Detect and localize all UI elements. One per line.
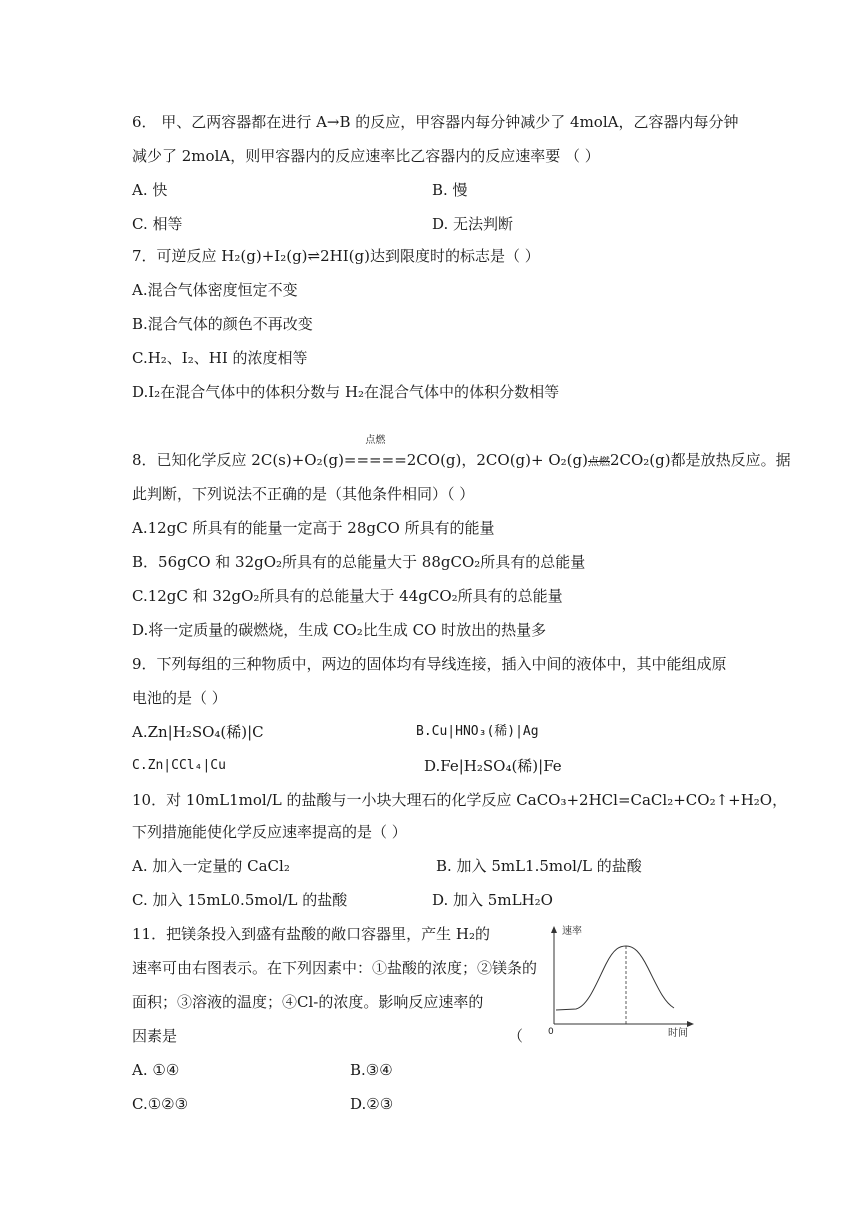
q11-option-c: C.①②③: [132, 1095, 189, 1113]
q11-option-a: A. ①④: [132, 1061, 180, 1079]
q8-option-c: C.12gC 和 32gO₂所具有的总能量大于 44gCO₂所具有的总能量: [132, 587, 563, 605]
q8-condition-2-label: 点燃: [587, 455, 610, 468]
q8-line1: [132, 435, 791, 472]
q11-option-d: D.②③: [350, 1095, 394, 1113]
rate-time-graph: [548, 922, 698, 1042]
q9-option-b: B.Cu|HNO₃(稀)|Ag: [416, 724, 539, 739]
q7-option-b: B.混合气体的颜色不再改变: [132, 315, 313, 333]
q7-option-d: D.I₂在混合气体中的体积分数与 H₂在混合气体中的体积分数相等: [132, 383, 560, 401]
q10-option-d: D. 加入 5mLH₂O: [432, 891, 553, 909]
q6-line2: 减少了 2molA，则甲容器内的反应速率比乙容器内的反应速率要 （ ）: [132, 147, 600, 165]
q6-option-b: B. 慢: [432, 181, 468, 199]
q6-option-a: A. 快: [132, 181, 168, 199]
q7-stem: 7．可逆反应 H₂(g)+I₂(g)⇌2HI(g)达到限度时的标志是（ ）: [132, 247, 540, 265]
x-axis-arrow: [687, 1021, 694, 1027]
q9-line2: 电池的是（ ）: [132, 689, 227, 707]
q11-line2: 速率可由右图表示。在下列因素中：①盐酸的浓度；②镁条的: [132, 959, 538, 977]
q7-option-c: C.H₂、I₂、HI 的浓度相等: [132, 349, 308, 367]
q6-line1: 6． 甲、乙两容器都在进行 A→B 的反应，甲容器内每分钟减少了 4molA，乙容器内每分钟: [132, 113, 739, 131]
rate-curve: [556, 946, 674, 1010]
q10-option-b: B. 加入 5mL1.5mol/L 的盐酸: [436, 857, 642, 875]
y-axis-arrow: [551, 926, 557, 933]
q8-equals-1: =====: [343, 451, 407, 469]
origin-label: 0: [548, 1027, 554, 1037]
q9-line1: 9．下列每组的三种物质中，两边的固体均有导线连接，插入中间的液体中，其中能组成原: [132, 655, 727, 673]
q11-line3: 面积；③溶液的温度；④Cl-的浓度。影响反应速率的: [132, 993, 484, 1011]
q10-option-a: A. 加入一定量的 CaCl₂: [132, 857, 290, 875]
q7-option-a: A.混合气体密度恒定不变: [132, 281, 298, 299]
q10-line2: 下列措施能使化学反应速率提高的是（ ）: [132, 823, 407, 841]
q9-option-d: D.Fe|H₂SO₄(稀)|Fe: [424, 757, 562, 775]
q11-line4: 因素是: [132, 1027, 178, 1045]
q8-option-a: A.12gC 所具有的能量一定高于 28gCO 所具有的能量: [132, 519, 495, 537]
q8-line2: 此判断，下列说法不正确的是（其他条件相同）（ ）: [132, 485, 475, 503]
q8-condition-2: [588, 450, 610, 472]
q8-condition-1: [343, 435, 407, 470]
y-axis-label: 速率: [562, 926, 582, 937]
q11-line1: 11．把镁条投入到盛有盐酸的敞口容器里，产生 H₂的: [132, 925, 490, 943]
x-axis-label: 时间: [668, 1028, 688, 1039]
q9-option-a: A.Zn|H₂SO₄(稀)|C: [132, 723, 264, 741]
q10-line1: 10．对 10mL1mol/L 的盐酸与一小块大理石的化学反应 CaCO₃+2HCl=CaCl₂+CO₂↑+H₂O，: [132, 791, 788, 809]
q8-option-d: D.将一定质量的碳燃烧，生成 CO₂比生成 CO 时放出的热量多: [132, 621, 547, 639]
q6-option-d: D. 无法判断: [432, 215, 514, 233]
q8-option-b: B．56gCO 和 32gO₂所具有的总能量大于 88gCO₂所具有的总能量: [132, 553, 586, 571]
q8-line1-part-c: 2CO₂(g)都是放热反应。据: [609, 451, 791, 469]
q11-paren: （: [508, 1027, 524, 1045]
q8-line1-part-a: 8．已知化学反应 2C(s)+O₂(g): [132, 451, 344, 469]
q9-option-c: C.Zn|CCl₄|Cu: [132, 758, 226, 773]
q11-option-b: B.③④: [350, 1061, 393, 1079]
q8-condition-1-label: 点燃: [365, 435, 386, 446]
q10-option-c: C. 加入 15mL0.5mol/L 的盐酸: [132, 891, 348, 909]
q6-option-c: C. 相等: [132, 215, 183, 233]
q8-line1-part-b: 2CO(g)，2CO(g)+ O₂(g): [406, 451, 588, 469]
